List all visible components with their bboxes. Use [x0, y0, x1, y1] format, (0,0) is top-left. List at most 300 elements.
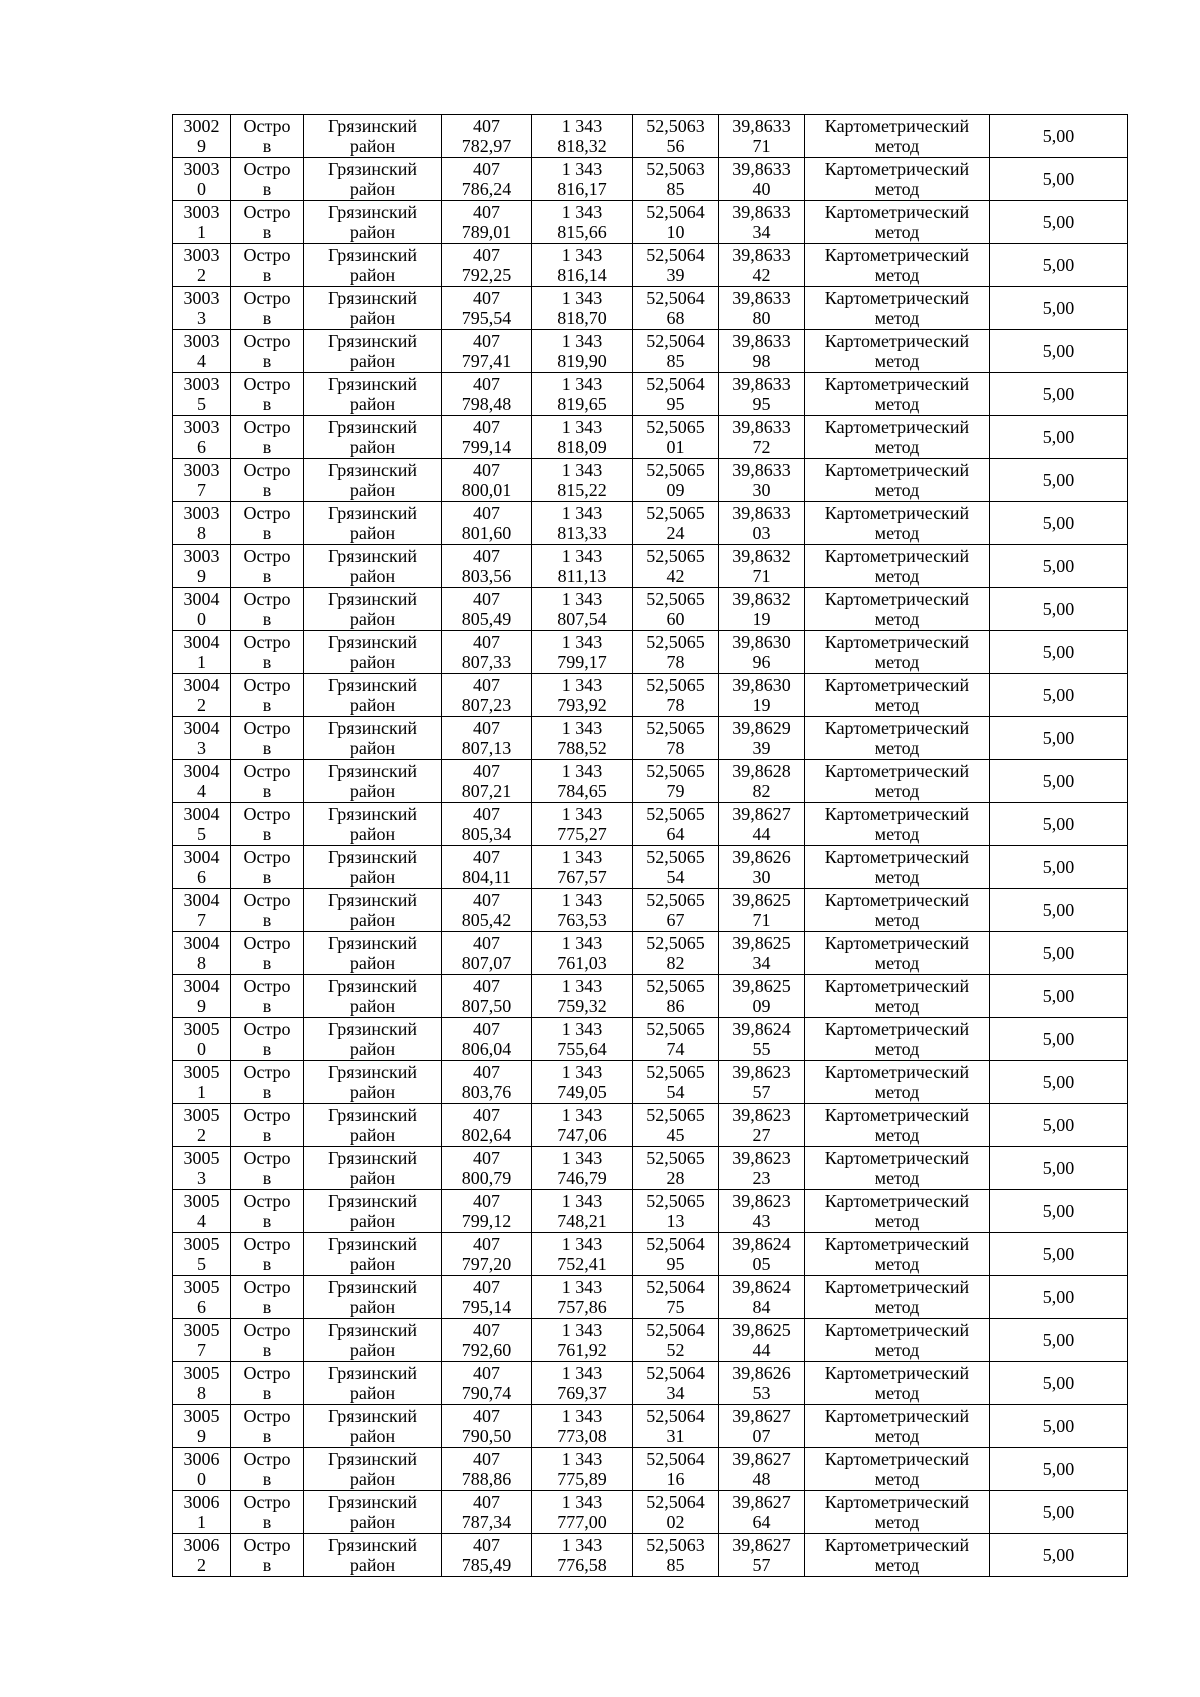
point-number-cell	[173, 889, 231, 932]
object-type-line: в	[262, 996, 272, 1016]
method-cell	[805, 416, 990, 459]
y-coordinate-line: 748,21	[557, 1211, 607, 1231]
x-coordinate-cell	[442, 717, 532, 760]
latitude-line: 34	[666, 1383, 685, 1403]
district-line: район	[349, 308, 396, 328]
y-coordinate-cell	[532, 1362, 633, 1405]
district-line: район	[349, 136, 396, 156]
x-coordinate-cell	[442, 201, 532, 244]
object-type-line: в	[262, 480, 272, 500]
table-row	[173, 330, 1128, 373]
longitude-line: 44	[752, 824, 771, 844]
x-coordinate-line: 407	[473, 1492, 500, 1512]
longitude-line: 39,8627	[732, 804, 791, 824]
object-type-line: Остро	[243, 460, 291, 480]
table-row	[173, 1448, 1128, 1491]
point-number-line: 4	[197, 1211, 206, 1231]
point-number-cell	[173, 330, 231, 373]
y-coordinate-cell	[532, 674, 633, 717]
object-type-line: в	[262, 1297, 272, 1317]
object-type-line: Остро	[243, 331, 291, 351]
longitude-cell	[719, 244, 805, 287]
method-line: Картометрический	[824, 933, 970, 953]
object-type-cell	[231, 158, 304, 201]
method-line: Картометрический	[824, 1105, 970, 1125]
district-line: Грязинский	[328, 159, 417, 179]
x-coordinate-line: 805,42	[461, 910, 512, 930]
object-type-line: в	[262, 222, 272, 242]
x-coordinate-cell	[442, 502, 532, 545]
y-coordinate-line: 799,17	[557, 652, 607, 672]
object-type-cell	[231, 1233, 304, 1276]
y-coordinate-line: 818,09	[557, 437, 607, 457]
longitude-cell	[719, 674, 805, 717]
method-cell	[805, 1448, 990, 1491]
latitude-cell	[633, 416, 719, 459]
method-line: метод	[874, 136, 920, 156]
longitude-line: 39,8633	[732, 245, 791, 265]
object-type-cell	[231, 330, 304, 373]
longitude-cell	[719, 459, 805, 502]
district-line: район	[349, 781, 396, 801]
longitude-line: 39,8633	[732, 288, 791, 308]
longitude-line: 39,8633	[732, 116, 791, 136]
method-line: Картометрический	[824, 1019, 970, 1039]
y-coordinate-cell	[532, 1319, 633, 1362]
longitude-line: 39,8625	[732, 1320, 791, 1340]
x-coordinate-line: 407	[473, 1191, 500, 1211]
y-coordinate-cell	[532, 1491, 633, 1534]
y-coordinate-line: 815,22	[557, 480, 607, 500]
latitude-line: 54	[666, 1082, 685, 1102]
y-coordinate-line: 775,27	[557, 824, 607, 844]
method-line: метод	[874, 1125, 920, 1145]
y-coordinate-cell	[532, 846, 633, 889]
y-coordinate-line: 1 343	[561, 288, 603, 308]
latitude-line: 24	[666, 523, 685, 543]
district-cell	[304, 1491, 442, 1534]
district-line: Грязинский	[328, 1492, 417, 1512]
accuracy-cell: 5,00	[990, 1190, 1128, 1233]
longitude-cell	[719, 889, 805, 932]
method-line: метод	[874, 1211, 920, 1231]
point-number-line: 3004	[183, 976, 220, 996]
longitude-line: 39,8624	[732, 1277, 791, 1297]
method-line: метод	[874, 1383, 920, 1403]
method-cell	[805, 1233, 990, 1276]
y-coordinate-line: 1 343	[561, 1234, 603, 1254]
point-number-line: 6	[197, 1297, 206, 1317]
district-line: район	[349, 1082, 396, 1102]
y-coordinate-cell	[532, 631, 633, 674]
point-number-line: 3005	[183, 1105, 220, 1125]
latitude-line: 52,5064	[646, 202, 705, 222]
method-line: метод	[874, 351, 920, 371]
object-type-line: Остро	[243, 589, 291, 609]
point-number-line: 0	[197, 609, 206, 629]
latitude-line: 52,5064	[646, 331, 705, 351]
point-number-line: 3004	[183, 718, 220, 738]
method-cell	[805, 1276, 990, 1319]
latitude-cell	[633, 244, 719, 287]
object-type-cell	[231, 803, 304, 846]
method-cell	[805, 502, 990, 545]
district-line: Грязинский	[328, 1406, 417, 1426]
latitude-cell	[633, 201, 719, 244]
method-line: метод	[874, 222, 920, 242]
y-coordinate-line: 1 343	[561, 1191, 603, 1211]
y-coordinate-line: 819,65	[557, 394, 607, 414]
latitude-line: 52,5065	[646, 804, 705, 824]
point-number-cell	[173, 717, 231, 760]
latitude-line: 52,5064	[646, 374, 705, 394]
latitude-cell	[633, 1448, 719, 1491]
x-coordinate-line: 803,76	[461, 1082, 512, 1102]
method-line: метод	[874, 738, 920, 758]
object-type-line: в	[262, 179, 272, 199]
method-line: Картометрический	[824, 632, 970, 652]
longitude-line: 98	[752, 351, 771, 371]
method-line: Картометрический	[824, 589, 970, 609]
point-number-line: 3006	[183, 1535, 220, 1555]
object-type-line: Остро	[243, 245, 291, 265]
district-line: район	[349, 566, 396, 586]
y-coordinate-line: 1 343	[561, 417, 603, 437]
latitude-cell	[633, 1147, 719, 1190]
x-coordinate-line: 807,07	[461, 953, 512, 973]
method-line: метод	[874, 996, 920, 1016]
table-row	[173, 244, 1128, 287]
object-type-line: Остро	[243, 1062, 291, 1082]
longitude-cell	[719, 932, 805, 975]
method-cell	[805, 717, 990, 760]
y-coordinate-line: 1 343	[561, 847, 603, 867]
district-line: Грязинский	[328, 1449, 417, 1469]
latitude-line: 52,5063	[646, 159, 705, 179]
point-number-line: 0	[197, 179, 206, 199]
district-line: Грязинский	[328, 718, 417, 738]
y-coordinate-line: 818,70	[557, 308, 607, 328]
latitude-line: 31	[666, 1426, 685, 1446]
district-line: район	[349, 1469, 396, 1489]
point-number-cell	[173, 1061, 231, 1104]
x-coordinate-line: 407	[473, 116, 500, 136]
method-cell	[805, 588, 990, 631]
x-coordinate-line: 407	[473, 546, 500, 566]
district-line: Грязинский	[328, 1019, 417, 1039]
object-type-line: Остро	[243, 761, 291, 781]
x-coordinate-cell	[442, 1147, 532, 1190]
method-line: Картометрический	[824, 1363, 970, 1383]
y-coordinate-cell	[532, 115, 633, 158]
longitude-line: 39,8633	[732, 331, 791, 351]
table-row	[173, 115, 1128, 158]
district-line: район	[349, 351, 396, 371]
longitude-cell	[719, 1362, 805, 1405]
table-row	[173, 674, 1128, 717]
point-number-line: 5	[197, 824, 206, 844]
district-cell	[304, 1276, 442, 1319]
method-line: Картометрический	[824, 1406, 970, 1426]
latitude-line: 52,5065	[646, 417, 705, 437]
method-line: Картометрический	[824, 417, 970, 437]
point-number-line: 2	[197, 265, 206, 285]
point-number-cell	[173, 1190, 231, 1233]
y-coordinate-cell	[532, 502, 633, 545]
object-type-line: Остро	[243, 159, 291, 179]
x-coordinate-cell	[442, 115, 532, 158]
district-line: район	[349, 1340, 396, 1360]
y-coordinate-line: 749,05	[557, 1082, 607, 1102]
object-type-cell	[231, 1147, 304, 1190]
latitude-line: 68	[666, 308, 685, 328]
district-line: Грязинский	[328, 1191, 417, 1211]
x-coordinate-line: 792,25	[461, 265, 512, 285]
table-row	[173, 760, 1128, 803]
y-coordinate-line: 1 343	[561, 116, 603, 136]
y-coordinate-line: 1 343	[561, 675, 603, 695]
method-line: метод	[874, 652, 920, 672]
district-cell	[304, 416, 442, 459]
point-number-cell	[173, 158, 231, 201]
longitude-cell	[719, 717, 805, 760]
latitude-cell	[633, 1362, 719, 1405]
accuracy-cell: 5,00	[990, 416, 1128, 459]
point-number-line: 7	[197, 480, 206, 500]
latitude-line: 60	[666, 609, 685, 629]
point-number-cell	[173, 1018, 231, 1061]
longitude-line: 39,8625	[732, 890, 791, 910]
latitude-cell	[633, 889, 719, 932]
object-type-line: Остро	[243, 1406, 291, 1426]
latitude-cell	[633, 287, 719, 330]
y-coordinate-line: 1 343	[561, 1062, 603, 1082]
table-row	[173, 1405, 1128, 1448]
method-line: Картометрический	[824, 1449, 970, 1469]
latitude-line: 09	[666, 480, 685, 500]
y-coordinate-line: 752,41	[557, 1254, 607, 1274]
latitude-line: 52,5064	[646, 1234, 705, 1254]
object-type-line: в	[262, 394, 272, 414]
longitude-cell	[719, 373, 805, 416]
y-coordinate-line: 1 343	[561, 460, 603, 480]
y-coordinate-line: 784,65	[557, 781, 607, 801]
point-number-line: 3003	[183, 503, 220, 523]
accuracy-cell: 5,00	[990, 846, 1128, 889]
district-line: Грязинский	[328, 245, 417, 265]
district-line: Грязинский	[328, 1535, 417, 1555]
latitude-cell	[633, 674, 719, 717]
longitude-line: 39,8627	[732, 1406, 791, 1426]
latitude-line: 52,5064	[646, 1320, 705, 1340]
y-coordinate-line: 1 343	[561, 374, 603, 394]
method-line: метод	[874, 523, 920, 543]
method-line: Картометрический	[824, 460, 970, 480]
latitude-line: 95	[666, 1254, 685, 1274]
longitude-cell	[719, 115, 805, 158]
longitude-line: 39,8627	[732, 1492, 791, 1512]
method-line: метод	[874, 695, 920, 715]
object-type-cell	[231, 975, 304, 1018]
method-line: метод	[874, 308, 920, 328]
table-row	[173, 975, 1128, 1018]
point-number-line: 7	[197, 910, 206, 930]
point-number-line: 4	[197, 351, 206, 371]
object-type-line: в	[262, 1082, 272, 1102]
y-coordinate-line: 776,58	[557, 1555, 607, 1575]
y-coordinate-line: 1 343	[561, 1105, 603, 1125]
object-type-line: Остро	[243, 1320, 291, 1340]
object-type-cell	[231, 201, 304, 244]
x-coordinate-cell	[442, 373, 532, 416]
table-row	[173, 545, 1128, 588]
longitude-cell	[719, 1491, 805, 1534]
object-type-line: Остро	[243, 1148, 291, 1168]
longitude-cell	[719, 1147, 805, 1190]
point-number-line: 3005	[183, 1191, 220, 1211]
point-number-line: 3005	[183, 1363, 220, 1383]
district-cell	[304, 846, 442, 889]
district-line: Грязинский	[328, 1105, 417, 1125]
y-coordinate-line: 757,86	[557, 1297, 607, 1317]
y-coordinate-cell	[532, 545, 633, 588]
longitude-cell	[719, 1190, 805, 1233]
point-number-cell	[173, 244, 231, 287]
object-type-line: Остро	[243, 1277, 291, 1297]
latitude-cell	[633, 717, 719, 760]
method-line: Картометрический	[824, 503, 970, 523]
latitude-line: 52,5064	[646, 1363, 705, 1383]
longitude-line: 40	[752, 179, 771, 199]
point-number-line: 3003	[183, 546, 220, 566]
district-cell	[304, 760, 442, 803]
y-coordinate-line: 1 343	[561, 1148, 603, 1168]
point-number-cell	[173, 1319, 231, 1362]
point-number-line: 8	[197, 1383, 206, 1403]
district-line: Грязинский	[328, 1148, 417, 1168]
y-coordinate-line: 1 343	[561, 976, 603, 996]
district-line: Грязинский	[328, 1062, 417, 1082]
object-type-cell	[231, 1448, 304, 1491]
longitude-line: 39,8625	[732, 933, 791, 953]
accuracy-cell: 5,00	[990, 502, 1128, 545]
x-coordinate-line: 407	[473, 202, 500, 222]
district-line: район	[349, 1039, 396, 1059]
district-line: район	[349, 953, 396, 973]
x-coordinate-cell	[442, 1190, 532, 1233]
longitude-cell	[719, 1405, 805, 1448]
latitude-line: 52,5065	[646, 460, 705, 480]
longitude-line: 09	[752, 996, 771, 1016]
point-number-cell	[173, 1104, 231, 1147]
point-number-line: 9	[197, 996, 206, 1016]
longitude-line: 64	[752, 1512, 771, 1532]
district-line: район	[349, 1211, 396, 1231]
longitude-cell	[719, 588, 805, 631]
method-cell	[805, 287, 990, 330]
district-line: район	[349, 437, 396, 457]
longitude-line: 80	[752, 308, 771, 328]
table-row	[173, 287, 1128, 330]
longitude-line: 39,8626	[732, 1363, 791, 1383]
table-row	[173, 889, 1128, 932]
point-number-line: 3006	[183, 1492, 220, 1512]
point-number-line: 2	[197, 1125, 206, 1145]
point-number-line: 1	[197, 1082, 206, 1102]
method-line: Картометрический	[824, 331, 970, 351]
object-type-cell	[231, 932, 304, 975]
object-type-cell	[231, 287, 304, 330]
district-cell	[304, 588, 442, 631]
object-type-line: Остро	[243, 1234, 291, 1254]
district-line: Грязинский	[328, 847, 417, 867]
method-cell	[805, 1534, 990, 1577]
y-coordinate-cell	[532, 803, 633, 846]
point-number-line: 3005	[183, 1148, 220, 1168]
object-type-line: Остро	[243, 718, 291, 738]
point-number-cell	[173, 803, 231, 846]
district-cell	[304, 1018, 442, 1061]
point-number-line: 9	[197, 566, 206, 586]
point-number-cell	[173, 1405, 231, 1448]
table-row	[173, 201, 1128, 244]
latitude-line: 52,5063	[646, 116, 705, 136]
district-cell	[304, 158, 442, 201]
district-line: Грязинский	[328, 976, 417, 996]
point-number-line: 9	[197, 1426, 206, 1446]
method-line: метод	[874, 480, 920, 500]
point-number-cell	[173, 287, 231, 330]
district-cell	[304, 1534, 442, 1577]
object-type-line: в	[262, 523, 272, 543]
x-coordinate-line: 407	[473, 1277, 500, 1297]
latitude-cell	[633, 975, 719, 1018]
x-coordinate-line: 782,97	[461, 136, 512, 156]
accuracy-cell: 5,00	[990, 1448, 1128, 1491]
y-coordinate-line: 1 343	[561, 1277, 603, 1297]
x-coordinate-cell	[442, 1061, 532, 1104]
point-number-line: 3004	[183, 847, 220, 867]
y-coordinate-line: 1 343	[561, 546, 603, 566]
object-type-cell	[231, 588, 304, 631]
y-coordinate-cell	[532, 588, 633, 631]
longitude-line: 39	[752, 738, 771, 758]
x-coordinate-line: 805,49	[461, 609, 512, 629]
latitude-line: 85	[666, 351, 685, 371]
x-coordinate-cell	[442, 760, 532, 803]
y-coordinate-line: 761,92	[557, 1340, 607, 1360]
latitude-line: 52,5065	[646, 933, 705, 953]
x-coordinate-line: 407	[473, 1363, 500, 1383]
district-line: район	[349, 652, 396, 672]
method-line: Картометрический	[824, 761, 970, 781]
district-line: район	[349, 910, 396, 930]
accuracy-cell: 5,00	[990, 1147, 1128, 1190]
method-line: метод	[874, 781, 920, 801]
method-cell	[805, 846, 990, 889]
object-type-cell	[231, 416, 304, 459]
longitude-line: 39,8633	[732, 202, 791, 222]
point-number-cell	[173, 545, 231, 588]
method-line: Картометрический	[824, 1234, 970, 1254]
y-coordinate-line: 1 343	[561, 632, 603, 652]
accuracy-cell: 5,00	[990, 1534, 1128, 1577]
object-type-cell	[231, 1534, 304, 1577]
y-coordinate-line: 746,79	[557, 1168, 607, 1188]
latitude-line: 52,5065	[646, 718, 705, 738]
longitude-cell	[719, 1061, 805, 1104]
table-row	[173, 1276, 1128, 1319]
